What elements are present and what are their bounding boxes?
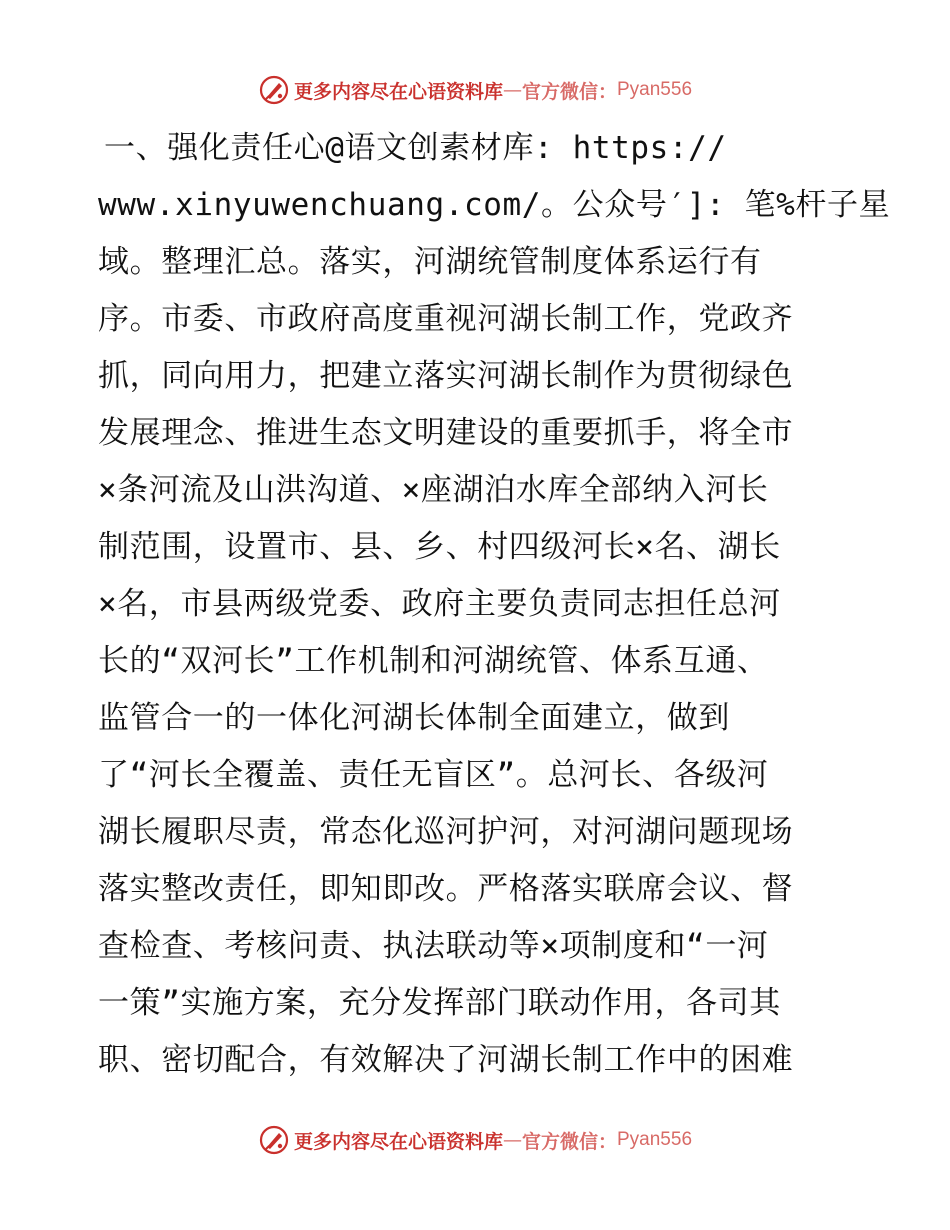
text-line: 湖长履职尽责，常态化巡河护河，对河湖问题现场 [98,814,794,850]
text-line: 一策”实施方案，充分发挥部门联动作用，各司其 [98,985,781,1021]
text-line: 查检查、考核问责、执法联动等×项制度和“一河 [98,928,769,964]
text-line: 发展理念、推进生态文明建设的重要抓手，将全市 [98,415,794,451]
banner-slogan: 更多内容尽在心语资料库 [293,80,503,103]
banner-slogan: 更多内容尽在心语资料库 [293,1130,503,1153]
text-line: 落实整改责任，即知即改。严格落实联席会议、督 [98,871,794,907]
footer-banner [0,1120,950,1160]
text-line: 了“河长全覆盖、责任无盲区”。总河长、各级河 [98,757,769,793]
text-line: 制范围，设置市、县、乡、村四级河长×名、湖长 [98,529,781,565]
banner-wechat-id: Pyan556 [617,79,693,100]
banner-dash: — [502,1129,522,1151]
quill-seal-logo-icon [258,74,290,106]
quill-seal-logo-icon [258,1124,290,1156]
text-line: ×名，市县两级党委、政府主要负责同志担任总河 [98,586,781,622]
banner-wechat-label: 官方微信： [521,80,617,103]
banner-dash: — [502,79,522,101]
text-line: 长的“双河长”工作机制和河湖统管、体系互通、 [98,643,769,679]
banner-wechat-id: Pyan556 [617,1129,693,1150]
header-banner [0,70,950,110]
text-line: ×条河流及山洪沟道、×座湖泊水库全部纳入河长 [98,472,769,508]
text-line: 抓，同向用力，把建立落实河湖长制作为贯彻绿色 [98,358,794,394]
text-line: 序。市委、市政府高度重视河湖长制工作，党政齐 [98,301,794,337]
text-line: 监管合一的一体化河湖长体制全面建立，做到 [98,700,730,736]
text-line: 一、强化责任心@语文创素材库: https:// [104,130,727,166]
banner-wechat-label: 官方微信： [521,1130,617,1153]
text-line: 职、密切配合，有效解决了河湖长制工作中的困难 [98,1042,794,1078]
text-line: www.xinyuwenchuang.com/。公众号′]: 笔%杆子星 [98,187,891,223]
body-text [98,120,891,1089]
text-line: 域。整理汇总。落实，河湖统管制度体系运行有 [98,244,762,280]
